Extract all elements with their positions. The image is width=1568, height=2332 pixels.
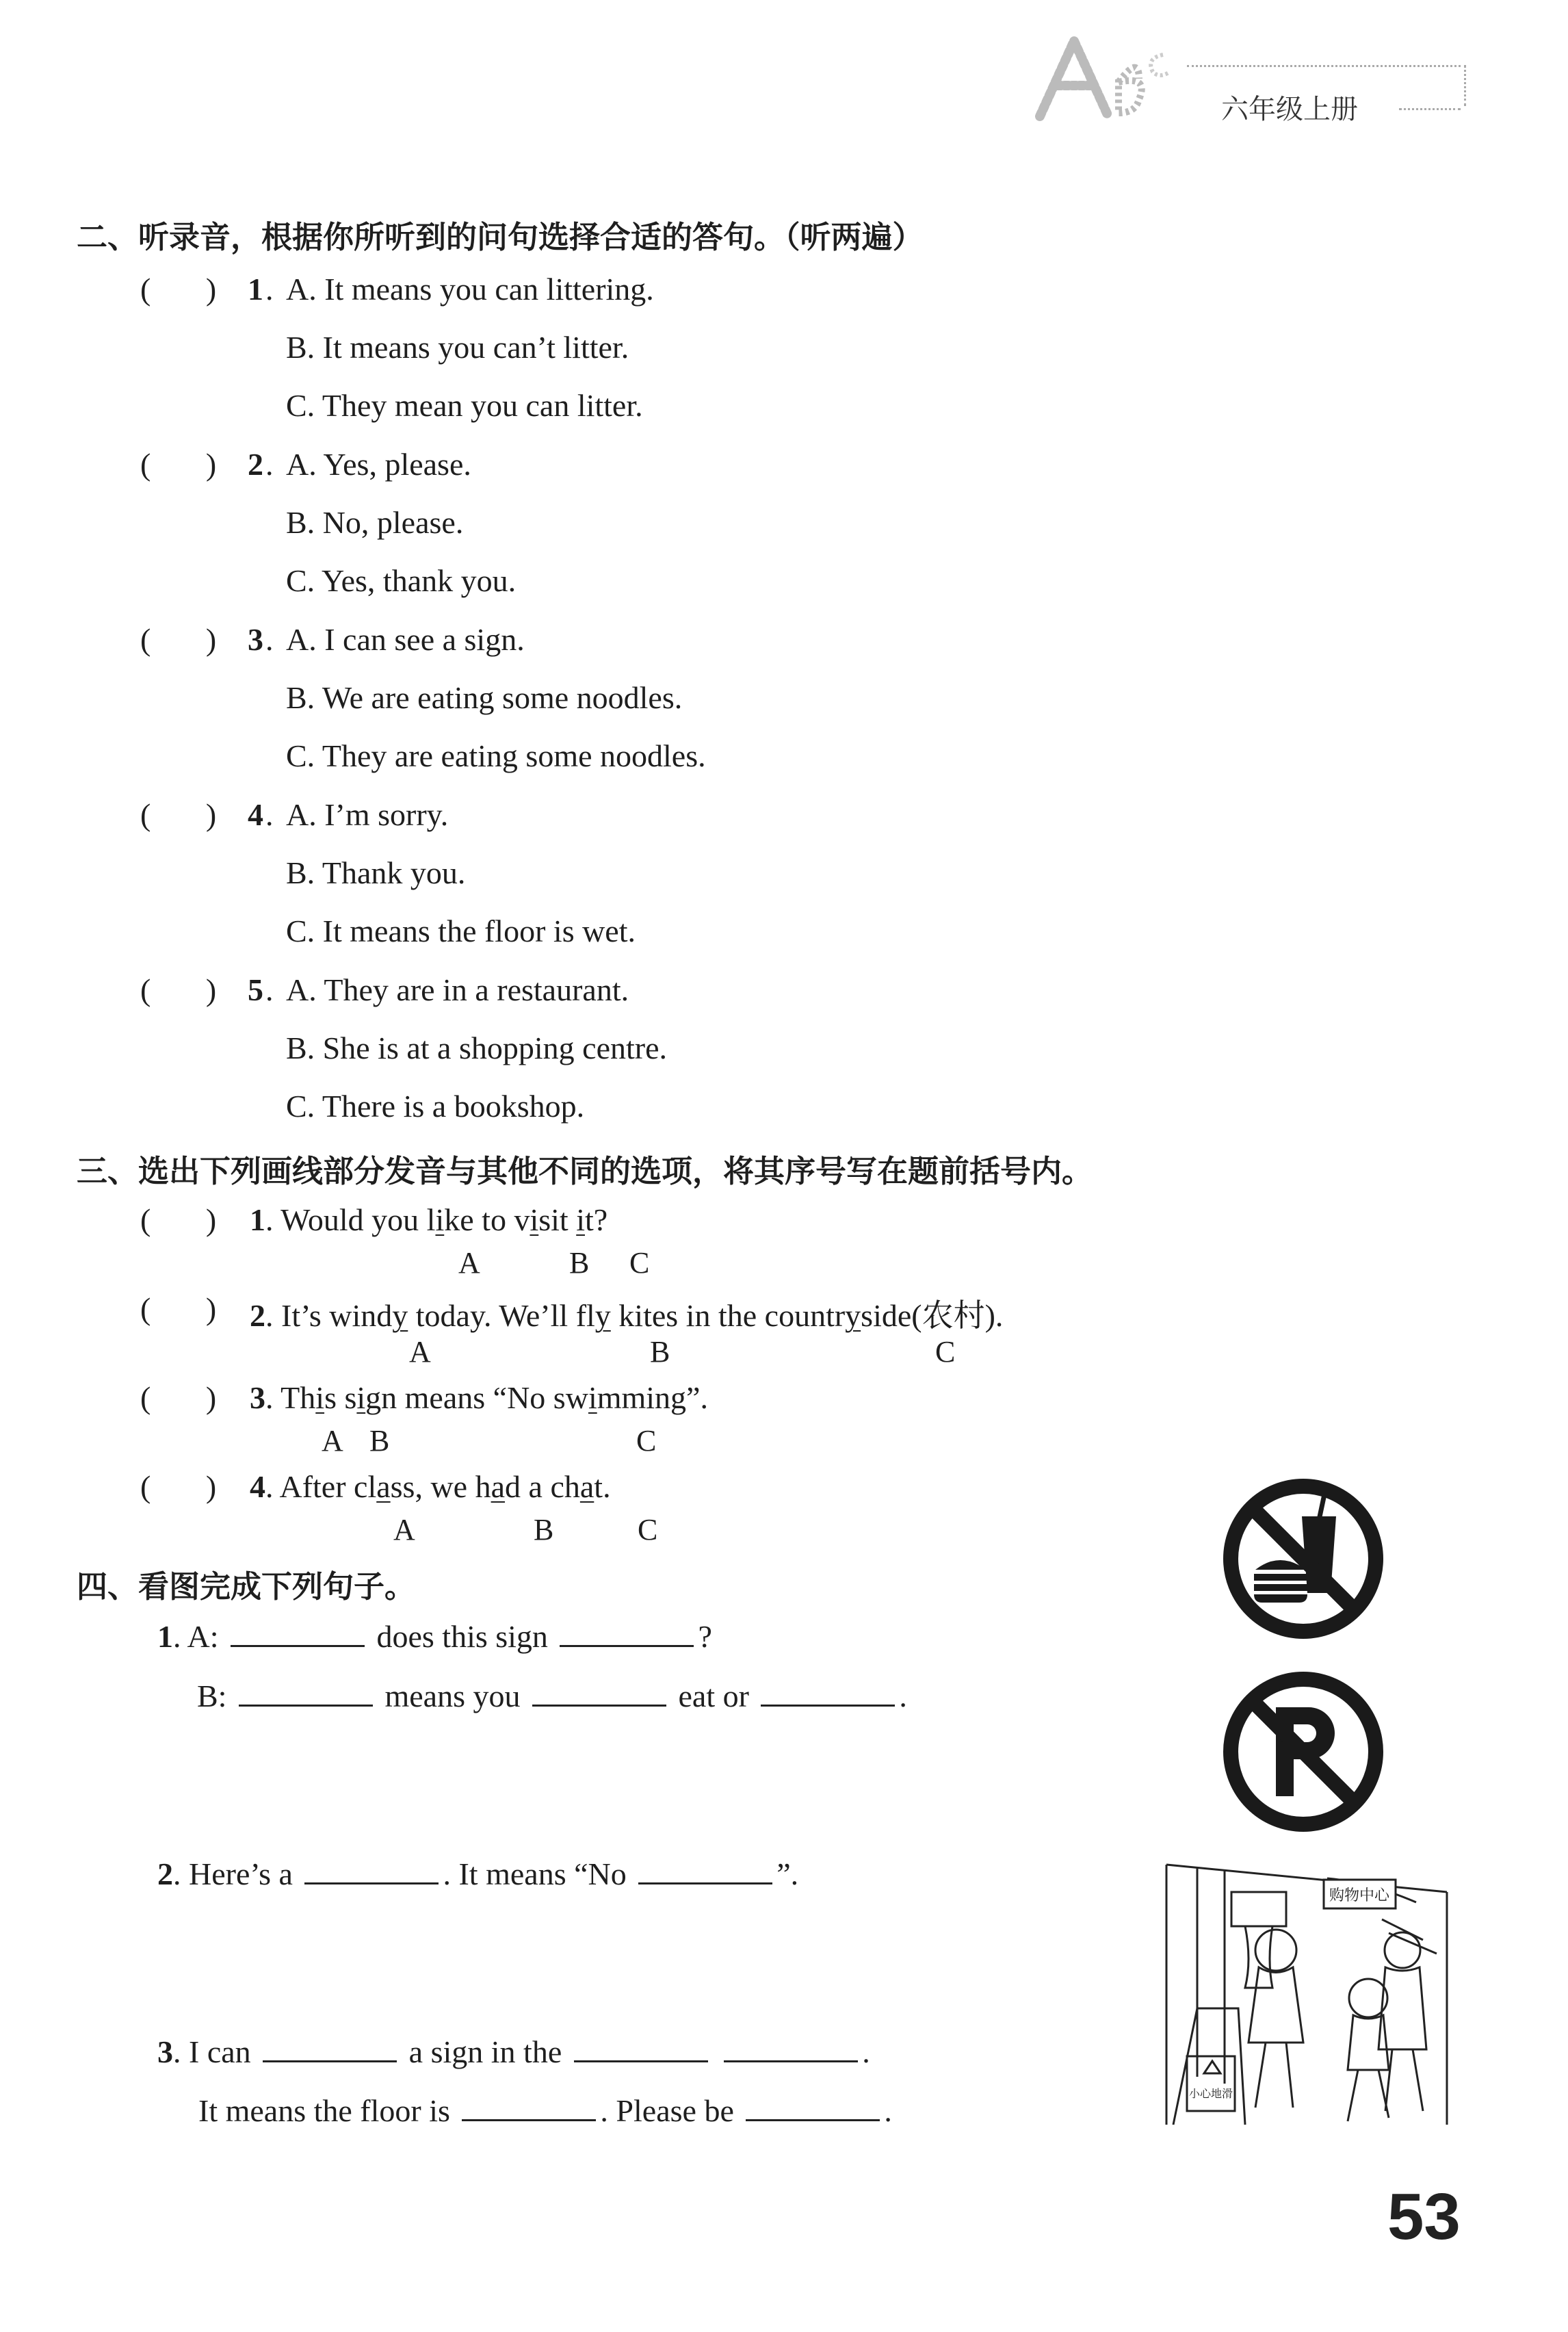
answer-bracket[interactable]: ( ) bbox=[140, 972, 217, 1007]
option-label-b: B bbox=[534, 1513, 554, 1546]
answer-option: A. I can see a sign. bbox=[286, 622, 525, 657]
answer-option: B. No, please. bbox=[286, 505, 464, 540]
no-parking-sign bbox=[1221, 1670, 1385, 1834]
answer-bracket[interactable]: ( ) bbox=[140, 1202, 217, 1237]
answer-blank[interactable] bbox=[560, 1619, 694, 1647]
answer-option: C. There is a bookshop. bbox=[286, 1089, 585, 1124]
answer-bracket[interactable]: ( ) bbox=[140, 1380, 217, 1415]
question-number-dot: . bbox=[265, 797, 274, 832]
s3-question-3: 3. This sign means “No swimming”. bbox=[250, 1380, 708, 1415]
question-number: 1 bbox=[248, 272, 263, 307]
s4-q1-line-b: B: means you eat or . bbox=[197, 1679, 907, 1713]
question-number-dot: . bbox=[265, 272, 274, 307]
answer-option: B. She is at a shopping centre. bbox=[286, 1031, 668, 1065]
s3-question-1: 1. Would you like to visit it? bbox=[250, 1202, 608, 1237]
answer-blank[interactable] bbox=[231, 1619, 365, 1647]
answer-option: C. They are eating some noodles. bbox=[286, 738, 706, 773]
answer-option: B. It means you can’t litter. bbox=[286, 330, 629, 365]
question-number-dot: . bbox=[265, 447, 274, 482]
answer-bracket[interactable]: ( ) bbox=[140, 622, 217, 657]
s4-q2-line: 2. Here’s a . It means “No ”. bbox=[157, 1856, 799, 1891]
header-dotted-rule-vertical bbox=[1464, 65, 1466, 106]
option-label-c: C bbox=[636, 1424, 657, 1458]
answer-blank[interactable] bbox=[462, 2093, 596, 2121]
s4-q3-line-1: 3. I can a sign in the . bbox=[157, 2034, 870, 2069]
answer-option: A. I’m sorry. bbox=[286, 797, 449, 832]
answer-blank[interactable] bbox=[724, 2034, 858, 2062]
illustration-wet-floor-text: 小心地滑 bbox=[1188, 2087, 1233, 2100]
answer-option: C. It means the floor is wet. bbox=[286, 914, 636, 948]
shopping-centre-illustration bbox=[1156, 1851, 1457, 2138]
answer-blank[interactable] bbox=[638, 1856, 772, 1884]
answer-option: C. Yes, thank you. bbox=[286, 563, 517, 598]
section-4-title: 四、看图完成下列句子。 bbox=[77, 1568, 416, 1605]
page-number: 53 bbox=[1387, 2180, 1461, 2253]
answer-bracket[interactable]: ( ) bbox=[140, 1469, 217, 1504]
question-number: 5 bbox=[248, 972, 263, 1007]
answer-blank[interactable] bbox=[239, 1679, 373, 1707]
option-label-b: B bbox=[369, 1424, 390, 1458]
answer-option: A. Yes, please. bbox=[286, 447, 471, 482]
no-food-drink-sign bbox=[1221, 1477, 1385, 1641]
answer-blank[interactable] bbox=[746, 2093, 880, 2121]
s4-q3-line-2: It means the floor is . Please be . bbox=[198, 2093, 892, 2128]
option-label-b: B bbox=[569, 1246, 590, 1280]
question-number: 3 bbox=[248, 622, 263, 657]
answer-option: A. They are in a restaurant. bbox=[286, 972, 629, 1007]
option-label-b: B bbox=[650, 1335, 670, 1369]
question-number-dot: . bbox=[265, 972, 274, 1007]
question-number: 4 bbox=[248, 797, 263, 832]
answer-bracket[interactable]: ( ) bbox=[140, 272, 217, 307]
question-number-dot: . bbox=[265, 622, 274, 657]
answer-bracket[interactable]: ( ) bbox=[140, 797, 217, 832]
answer-bracket[interactable]: ( ) bbox=[140, 1291, 217, 1326]
option-label-c: C bbox=[638, 1513, 658, 1546]
option-label-c: C bbox=[629, 1246, 650, 1280]
answer-blank[interactable] bbox=[263, 2034, 397, 2062]
answer-option: B. We are eating some noodles. bbox=[286, 680, 683, 715]
answer-blank[interactable] bbox=[304, 1856, 439, 1884]
section-2-title: 二、听录音，根据你所听到的问句选择合适的答句。（听两遍） bbox=[77, 219, 924, 255]
illustration-sign-text: 购物中心 bbox=[1329, 1887, 1390, 1904]
answer-option: B. Thank you. bbox=[286, 855, 466, 890]
answer-option: C. They mean you can litter. bbox=[286, 388, 643, 423]
option-label-a: A bbox=[458, 1246, 480, 1280]
section-3-title: 三、选出下列画线部分发音与其他不同的选项，将其序号写在题前括号内。 bbox=[77, 1153, 1093, 1189]
s3-question-2: 2. It’s windy today. We’ll fly kites in the countryside(农村). bbox=[250, 1298, 1004, 1333]
answer-blank[interactable] bbox=[761, 1679, 895, 1707]
option-label-c: C bbox=[935, 1335, 956, 1369]
answer-blank[interactable] bbox=[574, 2034, 708, 2062]
answer-option: A. It means you can littering. bbox=[286, 272, 654, 307]
answer-blank[interactable] bbox=[532, 1679, 666, 1707]
abc-logo bbox=[1026, 27, 1204, 130]
header-dotted-tail bbox=[1399, 108, 1461, 110]
option-label-a: A bbox=[393, 1513, 415, 1546]
option-label-a: A bbox=[322, 1424, 343, 1458]
s4-q1-line-a: 1. A: does this sign ? bbox=[157, 1619, 712, 1654]
header-dotted-rule bbox=[1187, 65, 1461, 67]
s3-question-4: 4. After class, we had a chat. bbox=[250, 1469, 611, 1504]
grade-label: 六年级上册 bbox=[1221, 94, 1358, 125]
question-number: 2 bbox=[248, 447, 263, 482]
option-label-a: A bbox=[409, 1335, 431, 1369]
answer-bracket[interactable]: ( ) bbox=[140, 447, 217, 482]
